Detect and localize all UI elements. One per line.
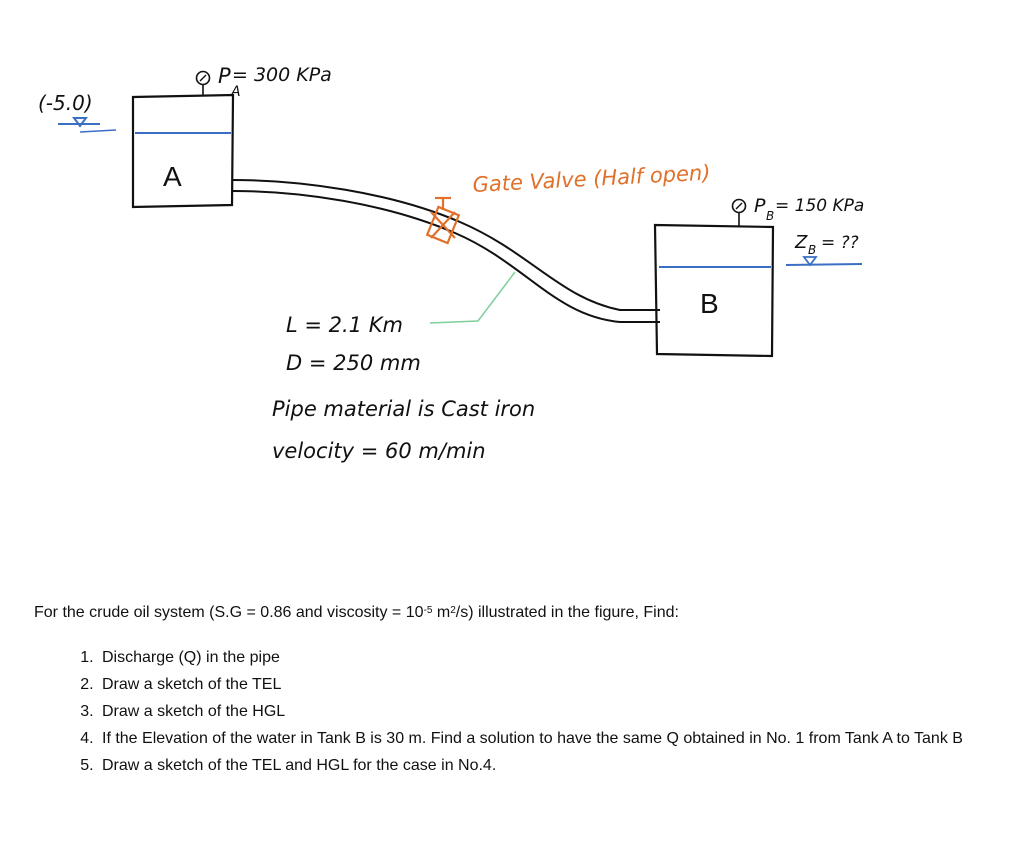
tank-b-label: B <box>700 288 719 319</box>
problem-intro: For the crude oil system (S.G = 0.86 and viscosity = $10^{-5}$ $m^2/s$) illustrated in the figure, Find: <box>34 604 679 621</box>
pipe-leader-line <box>430 272 515 323</box>
tank-a <box>133 95 233 207</box>
tank-b-pressure-gauge <box>733 195 865 226</box>
question-item: 3. Draw a sketch of the HGL <box>98 698 994 725</box>
pipe <box>233 180 660 322</box>
water-level-underline <box>80 130 116 132</box>
valve-label: Gate Valve (Half open) <box>472 160 712 197</box>
pipe-length: L = 2.1 Km <box>286 313 403 337</box>
tank-b <box>655 225 773 356</box>
tank-b-pressure-subscript: B <box>766 209 775 223</box>
tank-a-elevation-label: (-5.0) <box>38 91 93 115</box>
pipe-material: Pipe material is Cast iron <box>272 397 536 421</box>
tank-a-label: A <box>163 161 182 192</box>
problem-statement <box>34 602 994 779</box>
pipe-top-wall <box>233 180 660 310</box>
question-item: 4. If the Elevation of the water in Tank B is 30 m. Find a solution to have the same Q obtained in No. 1 from Tank A to Tank B <box>98 725 994 752</box>
tank-a-elevation-marker <box>38 91 116 132</box>
question-item: 2. Draw a sketch of the TEL <box>98 671 994 698</box>
tank-b-elevation-value: = ?? <box>821 233 859 253</box>
tank-a-outline <box>133 95 233 207</box>
tank-b-pressure-symbol: P <box>754 195 766 217</box>
tank-b-elevation-marker <box>786 232 862 265</box>
question-list <box>34 644 994 779</box>
tank-b-pressure-value: = 150 KPa <box>775 196 865 216</box>
pipe-diameter: D = 250 mm <box>286 351 421 375</box>
tank-a-pressure-symbol: P <box>218 64 231 88</box>
question-item: 5. Draw a sketch of the TEL and HGL for the case in No.4. <box>98 752 994 779</box>
tank-a-pressure-subscript: A <box>231 84 241 100</box>
tank-b-elevation-symbol: Z <box>795 232 808 253</box>
tank-b-elevation-subscript: B <box>808 243 817 257</box>
pipe-velocity: velocity = 60 m/min <box>272 439 486 463</box>
water-level-line-b <box>786 264 862 265</box>
question-item: 1. Discharge (Q) in the pipe <box>98 644 994 671</box>
tank-a-pressure-value: = 300 KPa <box>232 64 332 86</box>
